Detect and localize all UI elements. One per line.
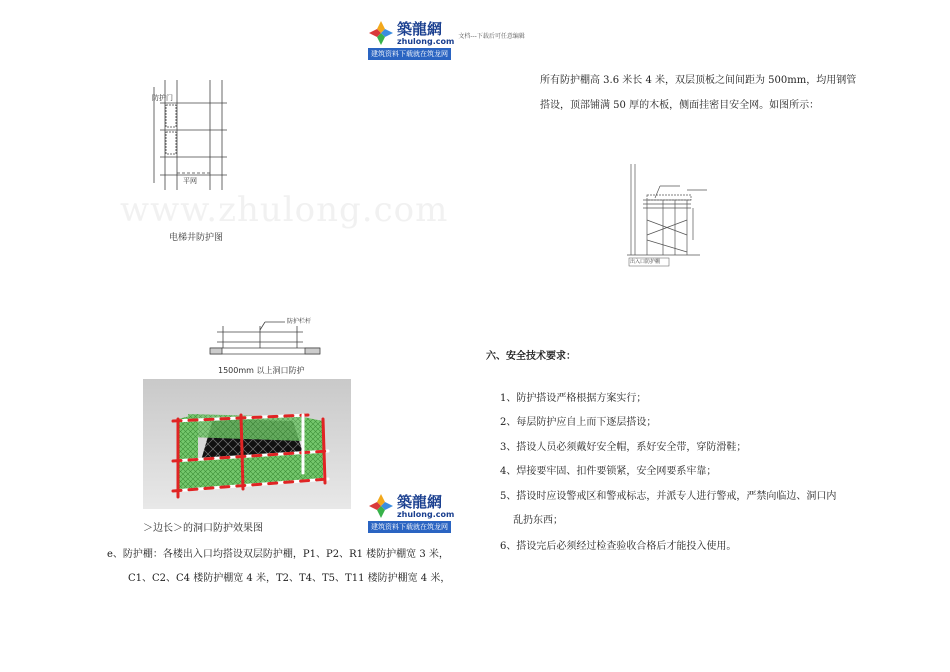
elevator-label-door: 防护门 [152, 94, 173, 102]
requirement-item-continued: 乱扔东西； [513, 515, 563, 526]
right-para-line2: 搭设，顶部铺满 50 厚的木板，侧面挂密目安全网。如图所示： [540, 100, 820, 111]
photo-caption: ＞边长＞的洞口防护效果图 [143, 523, 263, 534]
opening-guard-render [143, 379, 351, 509]
logo-banner: 建筑资料下载就在筑龙网 [368, 521, 451, 533]
logo-chinese: 築龍網 [397, 492, 443, 511]
logo-chinese: 築龍網 [397, 19, 443, 38]
watermark: www.zhulong.com [120, 190, 449, 230]
logo-banner: 建筑资料下载就在筑龙网 [368, 48, 451, 60]
right-para-line1: 所有防护棚高 3.6 米长 4 米，双层顶板之间间距为 500mm，均用钢管 [540, 75, 857, 86]
logo-english: zhulong.com [397, 509, 455, 519]
elevator-label-net: 平网 [183, 177, 197, 185]
requirement-item: 6、搭设完后必须经过检查验收合格后才能投入使用。 [500, 541, 737, 552]
opening-caption: 1500mm 以上洞口防护 [218, 366, 305, 375]
opening-guardrail-drawing [205, 318, 325, 366]
requirement-item: 2、每层防护应自上而下逐层搭设； [500, 417, 657, 428]
requirement-item: 3、搭设人员必须戴好安全帽，系好安全带，穿防滑鞋； [500, 442, 747, 453]
shed-caption: 出入口防护棚 [630, 259, 661, 265]
footer-logo [368, 493, 454, 533]
zhulong-logo-icon [368, 20, 394, 46]
section-title: 六、安全技术要求： [486, 351, 576, 362]
protective-shed-drawing [625, 160, 715, 272]
para-e-line1: e、防护棚：各楼出入口均搭设双层防护棚，P1、P2、R1 楼防护棚宽 3 米， [107, 549, 449, 560]
opening-label: 防护栏杆 [287, 318, 312, 325]
zhulong-logo-icon [368, 493, 394, 519]
header-logo [368, 20, 525, 60]
para-e-line2: C1、C2、C4 楼防护棚宽 4 米，T2、T4、T5、T11 楼防护棚宽 4 米， [128, 573, 451, 584]
requirement-item: 5、搭设时应设警戒区和警戒标志，并派专人进行警戒，严禁向临边、洞口内 [500, 491, 837, 502]
header-note: 文档---下载后可任意编辑 [458, 32, 525, 40]
elevator-caption: 电梯井防护图 [169, 233, 224, 243]
logo-english: zhulong.com [397, 36, 455, 46]
requirement-item: 4、焊接要牢固、扣件要锁紧，安全网要系牢靠； [500, 466, 717, 477]
requirement-item: 1、防护搭设严格根据方案实行； [500, 393, 647, 404]
